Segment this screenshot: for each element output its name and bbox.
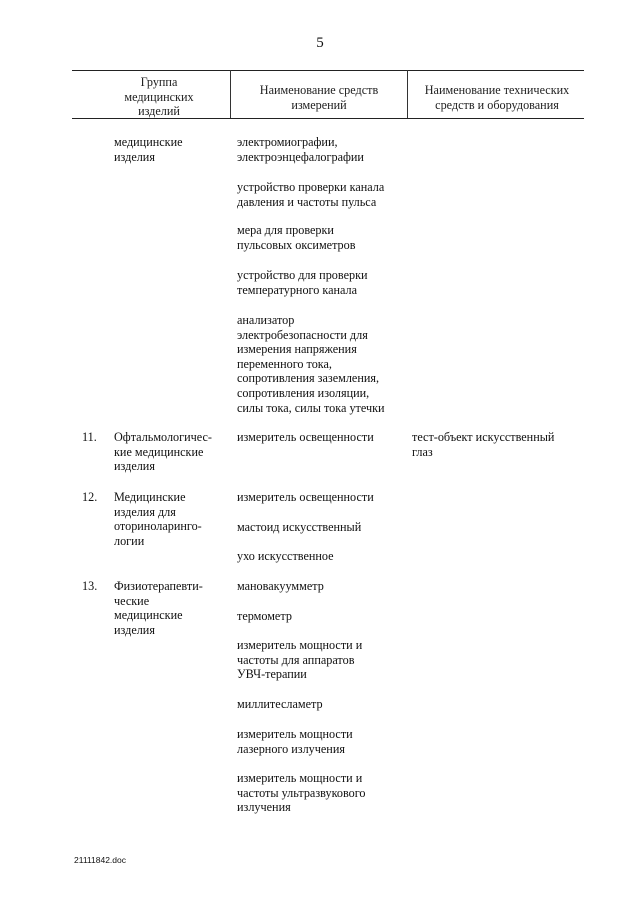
footer-filename: 21111842.doc (74, 855, 126, 865)
header-group: Группа медицинских изделий (124, 75, 194, 119)
header-equipment: Наименование технических средств и оборудования (424, 83, 570, 112)
measuring-instrument: мера для проверки пульсовых оксиметров (237, 223, 356, 252)
measuring-instrument: измеритель мощности лазерного излучения (237, 727, 353, 756)
row-number: 13. (82, 579, 98, 593)
row-equipment: тест-объект искусственный глаз (412, 430, 555, 459)
row-number: 12. (82, 490, 98, 504)
column-divider (407, 70, 408, 118)
measuring-instrument: измеритель освещенности (237, 430, 374, 444)
measuring-instrument: измеритель мощности и частоты для аппаратов УВЧ-терапии (237, 638, 363, 682)
row-number: 11. (82, 430, 97, 444)
measuring-instrument: устройство проверки канала давления и частоты пульса (237, 180, 385, 209)
column-divider (230, 70, 231, 118)
measuring-instrument: миллитесламетр (237, 697, 323, 711)
row-group: Офтальмологичес- кие медицинские изделия (114, 430, 212, 474)
measuring-instrument: мановакуумметр (237, 579, 324, 593)
page-number: 5 (316, 35, 324, 51)
row-group: медицинские изделия (114, 135, 183, 164)
measuring-instrument: мастоид искусственный (237, 520, 362, 534)
row-group: Медицинские изделия для оториноларинго- логии (114, 490, 202, 548)
measuring-instrument: анализатор электробезопасности для измерения напряжения переменного тока, сопротивления заземления, сопротивления изоляции, силы тока, силы тока утечки (237, 313, 385, 415)
measuring-instrument: измеритель освещенности (237, 490, 374, 504)
measuring-instrument: термометр (237, 609, 292, 623)
header-measures: Наименование средств измерений (259, 83, 379, 112)
measuring-instrument: электромиографии, электроэнцефалографии (237, 135, 364, 164)
row-group: Физиотерапевти- ческие медицинские изделия (114, 579, 203, 637)
table-header-top-rule (72, 70, 584, 71)
measuring-instrument: измеритель мощности и частоты ультразвукового излучения (237, 771, 366, 815)
measuring-instrument: устройство для проверки температурного канала (237, 268, 368, 297)
measuring-instrument: ухо искусственное (237, 549, 334, 563)
